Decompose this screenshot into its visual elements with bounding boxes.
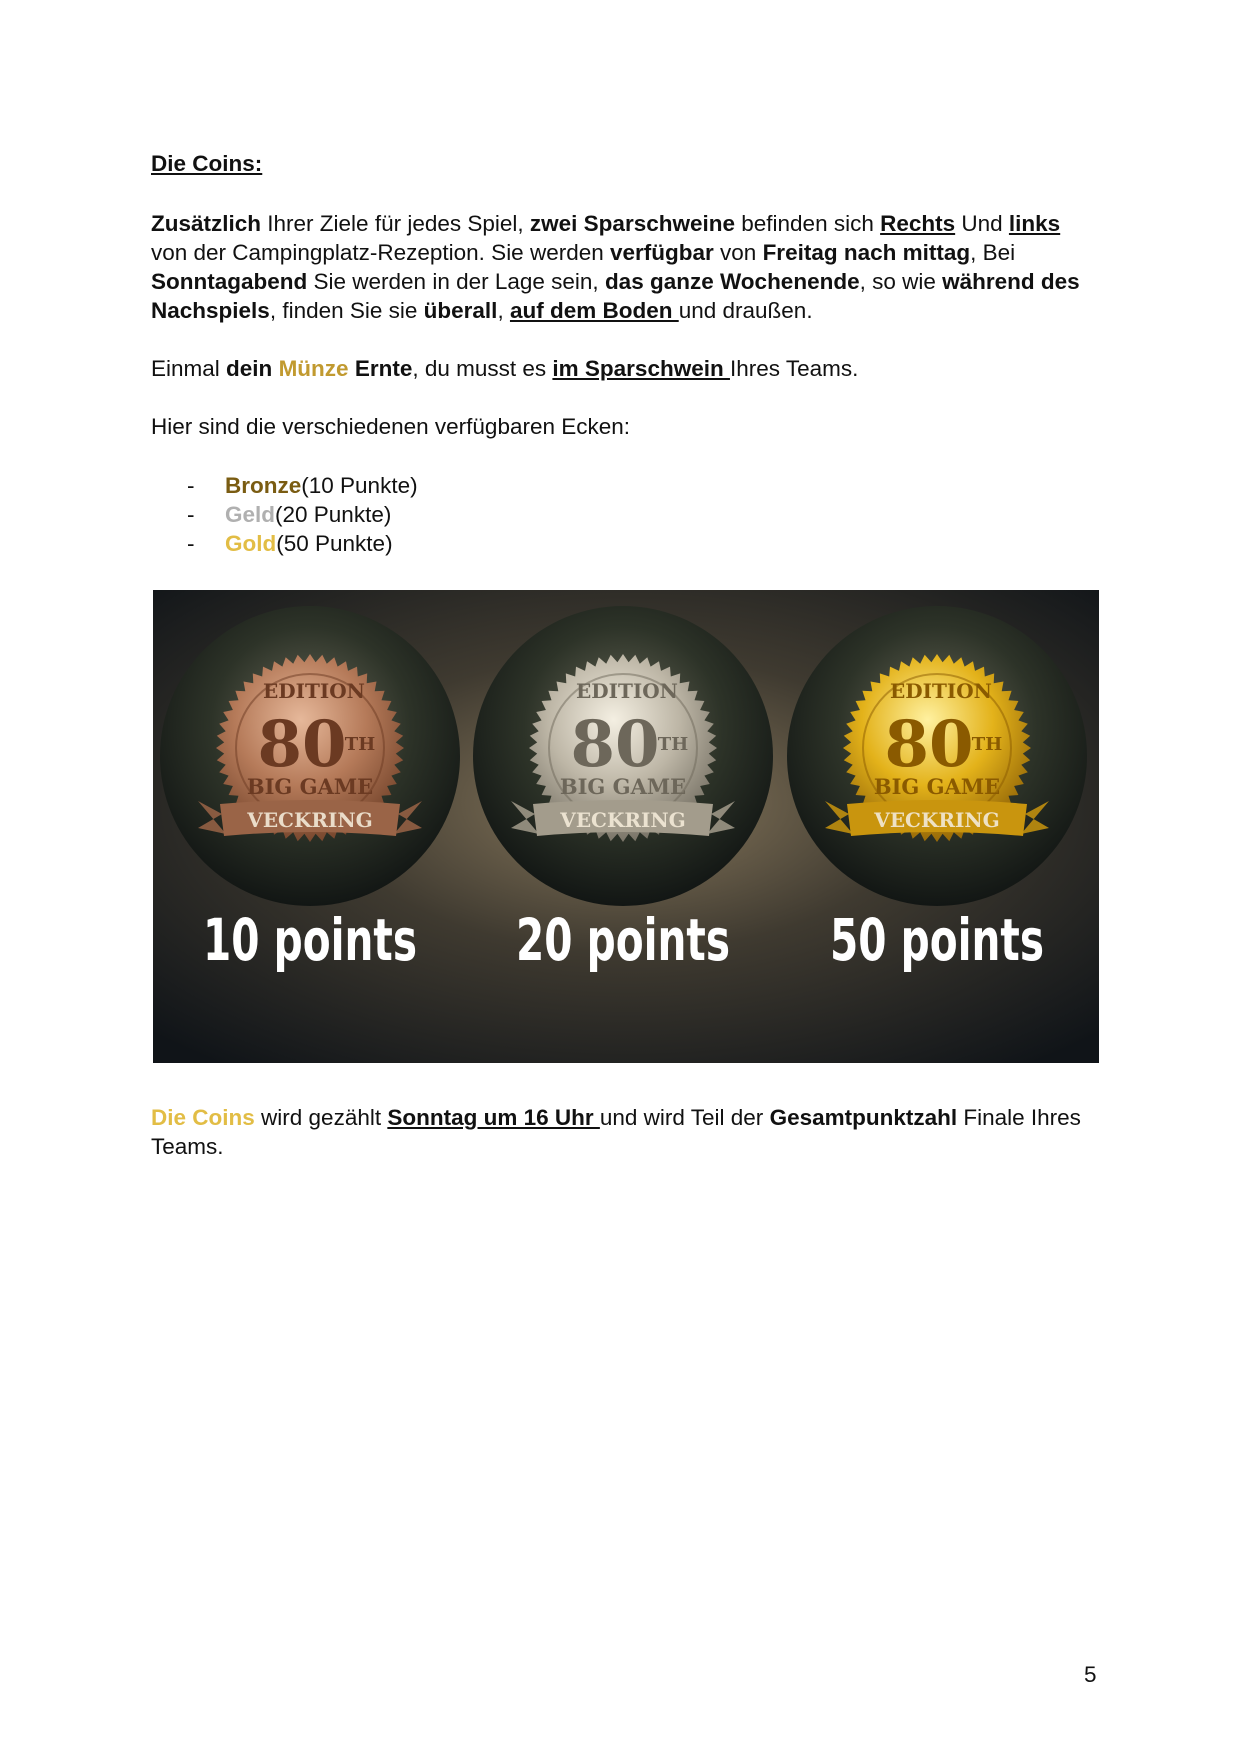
coin-ribbon-text: VECKRING bbox=[874, 808, 1000, 832]
coin-caption: 50 points bbox=[830, 906, 1044, 974]
verfugbar-text: verfügbar bbox=[610, 240, 714, 265]
para1-text: von bbox=[713, 240, 763, 265]
silver-coin bbox=[473, 606, 773, 974]
silver-points: (20 Punkte) bbox=[275, 502, 392, 527]
bronze-points: (10 Punkte) bbox=[301, 473, 418, 498]
coin-ribbon-text: VECKRING bbox=[247, 808, 373, 832]
bronze-label: Bronze bbox=[225, 473, 302, 498]
para1-text: , bbox=[497, 298, 510, 323]
harvest-paragraph bbox=[151, 354, 1091, 383]
para1-text: Und bbox=[955, 211, 1009, 236]
coin-edition-text: EDITION bbox=[263, 679, 365, 703]
para1-text: und draußen. bbox=[678, 298, 813, 323]
para2-text: Einmal bbox=[151, 356, 227, 381]
intro-paragraph bbox=[151, 209, 1091, 325]
coin-edition-text: EDITION bbox=[576, 679, 678, 703]
para4-text: wird gezählt bbox=[254, 1105, 388, 1130]
coin-number-text: 80 bbox=[884, 707, 974, 782]
corners-paragraph: Hier sind die verschiedenen verfügbaren Ecken: bbox=[151, 414, 631, 439]
para4-text: und wird Teil der bbox=[599, 1105, 770, 1130]
wahrend-text: während des Nachspiels bbox=[151, 269, 1080, 323]
coin-caption: 20 points bbox=[516, 906, 730, 974]
coins-banner-image bbox=[153, 590, 1099, 1063]
coin-th-text: TH bbox=[657, 734, 689, 755]
gold-label: Gold bbox=[225, 531, 277, 556]
para1-text: , finden Sie sie bbox=[269, 298, 424, 323]
coin-list bbox=[151, 471, 418, 558]
gesamtpunktzahl-text: Gesamtpunktzahl bbox=[769, 1105, 958, 1130]
para1-text: Sie werden in der Lage sein, bbox=[307, 269, 605, 294]
coin-big-game-text: BIG GAME bbox=[246, 774, 374, 799]
para1-text: von der Campingplatz-Rezeption. Sie werden bbox=[151, 240, 610, 265]
para2-text: , du musst es bbox=[412, 356, 553, 381]
zwei-sparschweine-text: zwei Sparschweine bbox=[529, 211, 735, 236]
para1-text: , Bei bbox=[970, 240, 1016, 265]
gold-points: (50 Punkte) bbox=[276, 531, 393, 556]
para2-text: Ihres Teams. bbox=[729, 356, 859, 381]
sonntagabend-text: Sonntagabend bbox=[151, 269, 308, 294]
coin-ribbon-text: VECKRING bbox=[560, 808, 686, 832]
coin-big-game-text: BIG GAME bbox=[873, 774, 1001, 799]
zusatzlich-text: Zusätzlich bbox=[151, 211, 262, 236]
dein-text: dein bbox=[226, 356, 273, 381]
page-number: 5 bbox=[1084, 1662, 1097, 1687]
uberall-text: überall bbox=[423, 298, 498, 323]
para1-text: Ihrer Ziele für jedes Spiel, bbox=[261, 211, 530, 236]
sonntag-text: Sonntag um 16 Uhr bbox=[387, 1105, 600, 1130]
sparschwein-text: im Sparschwein bbox=[552, 356, 730, 381]
boden-text: auf dem Boden bbox=[509, 298, 679, 323]
rechts-text: Rechts bbox=[880, 211, 956, 236]
coin-big-game-text: BIG GAME bbox=[559, 774, 687, 799]
ernte-text: Ernte bbox=[354, 356, 413, 381]
list-dash: - bbox=[187, 531, 195, 556]
para4-text: Finale Ihres Teams. bbox=[151, 1105, 1081, 1159]
section-heading: Die Coins: bbox=[151, 151, 263, 176]
coin-edition-text: EDITION bbox=[890, 679, 992, 703]
die-coins-text: Die Coins bbox=[151, 1105, 255, 1130]
freitag-text: Freitag nach mittag bbox=[762, 240, 971, 265]
list-item bbox=[151, 471, 418, 500]
coin-caption: 10 points bbox=[203, 906, 417, 974]
munze-text: Münze bbox=[278, 356, 349, 381]
gold-coin bbox=[787, 606, 1087, 974]
wochenende-text: das ganze Wochenende bbox=[604, 269, 860, 294]
bronze-coin bbox=[160, 606, 460, 974]
para1-text: befinden sich bbox=[735, 211, 881, 236]
coin-th-text: TH bbox=[971, 734, 1003, 755]
coin-th-text: TH bbox=[344, 734, 376, 755]
list-item bbox=[151, 529, 418, 558]
links-text: links bbox=[1008, 211, 1061, 236]
list-item bbox=[151, 500, 418, 529]
list-dash: - bbox=[187, 502, 195, 527]
para1-text: , so wie bbox=[859, 269, 943, 294]
silver-label: Geld bbox=[225, 502, 276, 527]
list-dash: - bbox=[187, 473, 195, 498]
coin-number-text: 80 bbox=[257, 707, 347, 782]
coin-number-text: 80 bbox=[570, 707, 660, 782]
count-paragraph bbox=[151, 1103, 1091, 1161]
